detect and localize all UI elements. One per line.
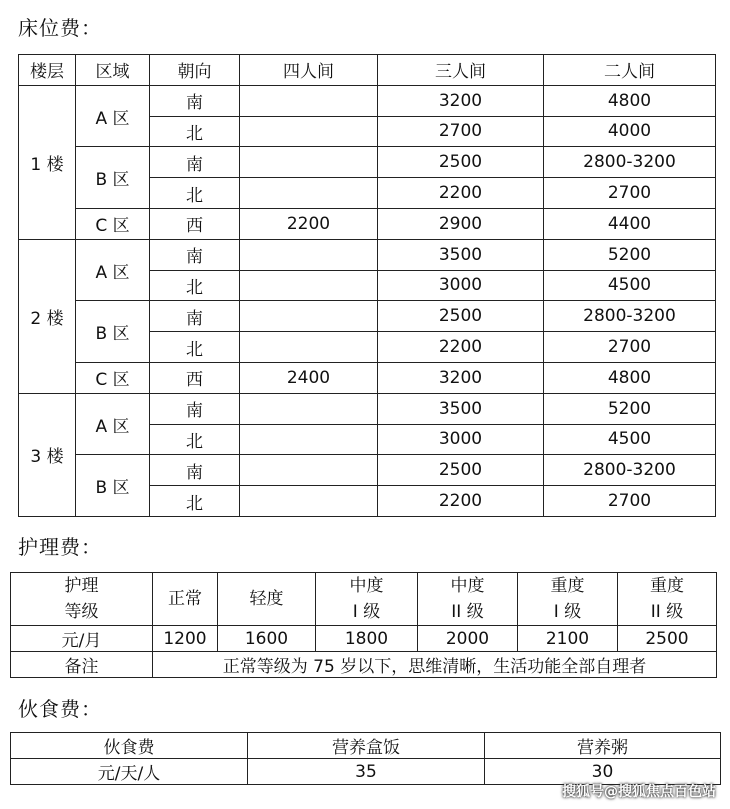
bed-orientation-cell: 南 — [150, 393, 240, 424]
header-two-person-room: 二人间 — [544, 55, 716, 86]
care-price-label: 元/月 — [11, 626, 153, 652]
bed-three-person-price: 3500 — [378, 393, 544, 424]
bed-orientation-cell: 南 — [150, 85, 240, 116]
food-header-porridge: 营养粥 — [485, 733, 721, 759]
bed-two-person-price: 4000 — [544, 116, 716, 147]
header-three-person-room: 三人间 — [378, 55, 544, 86]
bed-two-person-price: 2800-3200 — [544, 147, 716, 178]
care-note-label: 备注 — [11, 652, 153, 678]
bed-four-person-price — [240, 178, 378, 209]
bed-fee-table — [18, 54, 716, 517]
bed-zone-cell: B 区 — [76, 455, 150, 517]
bed-four-person-price — [240, 332, 378, 363]
bed-orientation-cell: 西 — [150, 362, 240, 393]
bed-orientation-cell: 北 — [150, 332, 240, 363]
bed-two-person-price: 2800-3200 — [544, 455, 716, 486]
bed-zone-cell: A 区 — [76, 239, 150, 301]
food-header-row — [11, 733, 721, 759]
bed-three-person-price: 2200 — [378, 332, 544, 363]
bed-four-person-price: 2400 — [240, 362, 378, 393]
bed-table-header-row — [19, 55, 716, 86]
bed-three-person-price: 2500 — [378, 147, 544, 178]
header-floor: 楼层 — [19, 55, 76, 86]
bed-three-person-price: 2200 — [378, 486, 544, 517]
care-note-row — [11, 652, 717, 678]
bed-orientation-cell: 南 — [150, 301, 240, 332]
food-fee-table — [10, 732, 721, 785]
bed-three-person-price: 3200 — [378, 362, 544, 393]
bed-zone-cell: A 区 — [76, 393, 150, 455]
food-fee-heading: 伙食费： — [18, 697, 102, 721]
food-header-label: 伙食费 — [11, 733, 248, 759]
care-fee-heading: 护理费： — [18, 535, 102, 559]
care-level-cell: 重度 II 级 — [618, 573, 717, 626]
bed-floor-cell: 3 楼 — [19, 393, 76, 516]
bed-orientation-cell: 北 — [150, 424, 240, 455]
bed-table-row — [19, 147, 716, 178]
bed-four-person-price — [240, 455, 378, 486]
bed-two-person-price: 2700 — [544, 486, 716, 517]
food-unit-label: 元/天/人 — [11, 759, 248, 785]
bed-four-person-price — [240, 301, 378, 332]
bed-orientation-cell: 北 — [150, 486, 240, 517]
bed-two-person-price: 2700 — [544, 178, 716, 209]
care-fee-table — [10, 572, 717, 678]
bed-three-person-price: 2900 — [378, 208, 544, 239]
bed-three-person-price: 2500 — [378, 455, 544, 486]
bed-zone-cell: A 区 — [76, 85, 150, 147]
bed-table-body — [19, 85, 716, 516]
bed-floor-cell: 1 楼 — [19, 85, 76, 239]
bed-four-person-price — [240, 116, 378, 147]
care-price-cell: 2100 — [518, 626, 618, 652]
bed-three-person-price: 2500 — [378, 301, 544, 332]
care-price-cell: 1800 — [316, 626, 418, 652]
care-level-cell: 重度 I 级 — [518, 573, 618, 626]
bed-zone-cell: C 区 — [76, 208, 150, 239]
bed-two-person-price: 2700 — [544, 332, 716, 363]
bed-orientation-cell: 北 — [150, 116, 240, 147]
bed-table-row — [19, 85, 716, 116]
bed-zone-cell: B 区 — [76, 147, 150, 209]
bed-three-person-price: 3200 — [378, 85, 544, 116]
care-level-label: 护理 等级 — [11, 573, 153, 626]
food-porridge-price: 30 — [485, 759, 721, 785]
bed-table-row — [19, 208, 716, 239]
food-header-boxed-meal: 营养盒饭 — [248, 733, 485, 759]
care-level-cell: 轻度 — [218, 573, 316, 626]
bed-orientation-cell: 北 — [150, 178, 240, 209]
food-boxed-meal-price: 35 — [248, 759, 485, 785]
bed-four-person-price — [240, 85, 378, 116]
bed-four-person-price — [240, 486, 378, 517]
bed-table-row — [19, 362, 716, 393]
bed-table-row — [19, 301, 716, 332]
bed-two-person-price: 2800-3200 — [544, 301, 716, 332]
bed-two-person-price: 5200 — [544, 393, 716, 424]
bed-four-person-price — [240, 239, 378, 270]
bed-two-person-price: 4500 — [544, 424, 716, 455]
bed-two-person-price: 4800 — [544, 362, 716, 393]
bed-fee-heading: 床位费： — [18, 16, 102, 40]
bed-two-person-price: 4500 — [544, 270, 716, 301]
bed-table-row — [19, 455, 716, 486]
care-level-cell: 中度 II 级 — [418, 573, 518, 626]
bed-table-row — [19, 239, 716, 270]
bed-four-person-price — [240, 393, 378, 424]
bed-three-person-price: 3500 — [378, 239, 544, 270]
care-price-cell: 2000 — [418, 626, 518, 652]
bed-three-person-price: 2700 — [378, 116, 544, 147]
bed-floor-cell: 2 楼 — [19, 239, 76, 393]
bed-table-row — [19, 393, 716, 424]
care-level-row — [11, 573, 717, 626]
bed-orientation-cell: 南 — [150, 455, 240, 486]
bed-three-person-price: 2200 — [378, 178, 544, 209]
care-note-text: 正常等级为 75 岁以下，思维清晰，生活功能全部自理者 — [153, 652, 717, 678]
bed-three-person-price: 3000 — [378, 270, 544, 301]
care-price-cell: 2500 — [618, 626, 717, 652]
bed-zone-cell: B 区 — [76, 301, 150, 363]
bed-two-person-price: 5200 — [544, 239, 716, 270]
bed-orientation-cell: 南 — [150, 147, 240, 178]
bed-three-person-price: 3000 — [378, 424, 544, 455]
bed-orientation-cell: 北 — [150, 270, 240, 301]
watermark: 搜狐号@搜狐焦点百色站 — [562, 784, 716, 800]
bed-orientation-cell: 南 — [150, 239, 240, 270]
care-price-cell: 1600 — [218, 626, 316, 652]
bed-two-person-price: 4800 — [544, 85, 716, 116]
care-level-cell: 中度 I 级 — [316, 573, 418, 626]
bed-two-person-price: 4400 — [544, 208, 716, 239]
bed-four-person-price — [240, 270, 378, 301]
bed-four-person-price: 2200 — [240, 208, 378, 239]
care-price-row — [11, 626, 717, 652]
care-level-cell: 正常 — [153, 573, 218, 626]
header-orientation: 朝向 — [150, 55, 240, 86]
bed-four-person-price — [240, 147, 378, 178]
bed-four-person-price — [240, 424, 378, 455]
header-zone: 区域 — [76, 55, 150, 86]
bed-orientation-cell: 西 — [150, 208, 240, 239]
care-price-cell: 1200 — [153, 626, 218, 652]
bed-zone-cell: C 区 — [76, 362, 150, 393]
header-four-person-room: 四人间 — [240, 55, 378, 86]
